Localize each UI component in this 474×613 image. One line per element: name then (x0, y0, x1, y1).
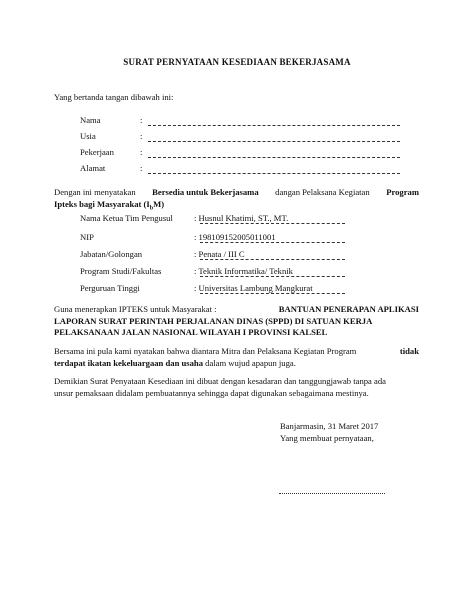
team-value: : Universitas Lambung Mangkurat (194, 283, 313, 293)
team-dotted-line (200, 223, 345, 224)
closing-paragraph (54, 376, 419, 399)
identity-label: Pekerjaan (80, 147, 114, 157)
signature-line (279, 493, 385, 494)
statement-text-2: dangan Pelaksana Kegiatan (275, 187, 370, 197)
purpose-lead: Guna menerapkan IPTEKS untuk Masyarakat : (54, 304, 217, 314)
team-dotted-line (200, 242, 345, 243)
statement-line2-end: M) (153, 198, 165, 209)
signature-maker: Yang membuat pernyataan, (280, 433, 374, 443)
team-dotted-line (200, 276, 345, 277)
identity-dotted-line (148, 141, 400, 142)
relation-text-1: Bersama ini pula kami nyatakan bahwa diantara Mitra dan Pelaksana Kegiatan Program (54, 346, 357, 356)
document-title: SURAT PERNYATAAN KESEDIAAN BEKERJASAMA (123, 57, 351, 67)
identity-colon: : (140, 147, 143, 157)
statement-bold-1: Bersedia untuk Bekerjasama (152, 187, 259, 197)
statement-paragraph (54, 187, 419, 215)
identity-colon: : (140, 163, 143, 173)
purpose-title-2: LAPORAN SURAT PERINTAH PERJALANAN DINAS (SPPD) DI SATUAN KERJA (54, 315, 373, 326)
statement-bold-2: Program (386, 187, 419, 197)
identity-colon: : (140, 115, 143, 125)
identity-dotted-line (148, 173, 400, 174)
relation-paragraph (54, 346, 419, 369)
closing-line-1: Demikian Surat Penyataan Kesediaan ini dibuat dengan kesadaran dan tanggungjawab tanpa ada (54, 376, 386, 386)
purpose-title-3: PELAKSANAAN JALAN NASIONAL WILAYAH I PROVINSI KALSEL (54, 327, 328, 337)
purpose-paragraph (54, 304, 419, 339)
identity-label: Nama (80, 115, 101, 125)
team-value: : Husnul Khatimi, ST., MT. (194, 213, 289, 223)
identity-dotted-line (148, 157, 400, 158)
team-label: Jabatan/Golongan (80, 249, 143, 259)
team-value: : Penata / III C (194, 249, 245, 259)
identity-dotted-line (148, 125, 400, 126)
closing-line-2: unsur pemaksaan didalam pembuatannya sehingga dapat digunakan sebagaimana mestinya. (54, 387, 369, 398)
statement-text-1: Dengan ini menyatakan (54, 187, 136, 197)
team-label: Nama Ketua Tim Pengusul (80, 213, 173, 223)
team-value: : 198109152005011001 (194, 232, 276, 242)
relation-text-2: dalam wujud apapun juga. (203, 357, 296, 368)
purpose-title-2-row (54, 316, 419, 328)
identity-colon: : (140, 131, 143, 141)
intro-text: Yang bertanda tangan dibawah ini: (54, 92, 174, 102)
team-dotted-line (200, 259, 345, 260)
team-label: NIP (80, 232, 94, 242)
relation-bold-2: terdapat ikatan kekeluargaan dan usaha (54, 357, 203, 368)
team-value: : Teknik Informatika/ Teknik (194, 266, 293, 276)
signature-place-date: Banjarmasin, 31 Maret 2017 (280, 421, 379, 431)
team-label: Perguruan Tinggi (80, 283, 140, 293)
team-dotted-line (200, 293, 345, 294)
identity-label: Usia (80, 131, 96, 141)
team-label: Program Studi/Fakultas (80, 266, 162, 276)
purpose-title-1: BANTUAN PENERAPAN APLIKASI (278, 304, 419, 314)
identity-label: Alamat (80, 163, 106, 173)
statement-line2: Ipteks bagi Masyarakat (I (54, 198, 150, 209)
relation-bold-1: tidak (399, 346, 419, 356)
statement-line2-sub: b (149, 205, 154, 212)
